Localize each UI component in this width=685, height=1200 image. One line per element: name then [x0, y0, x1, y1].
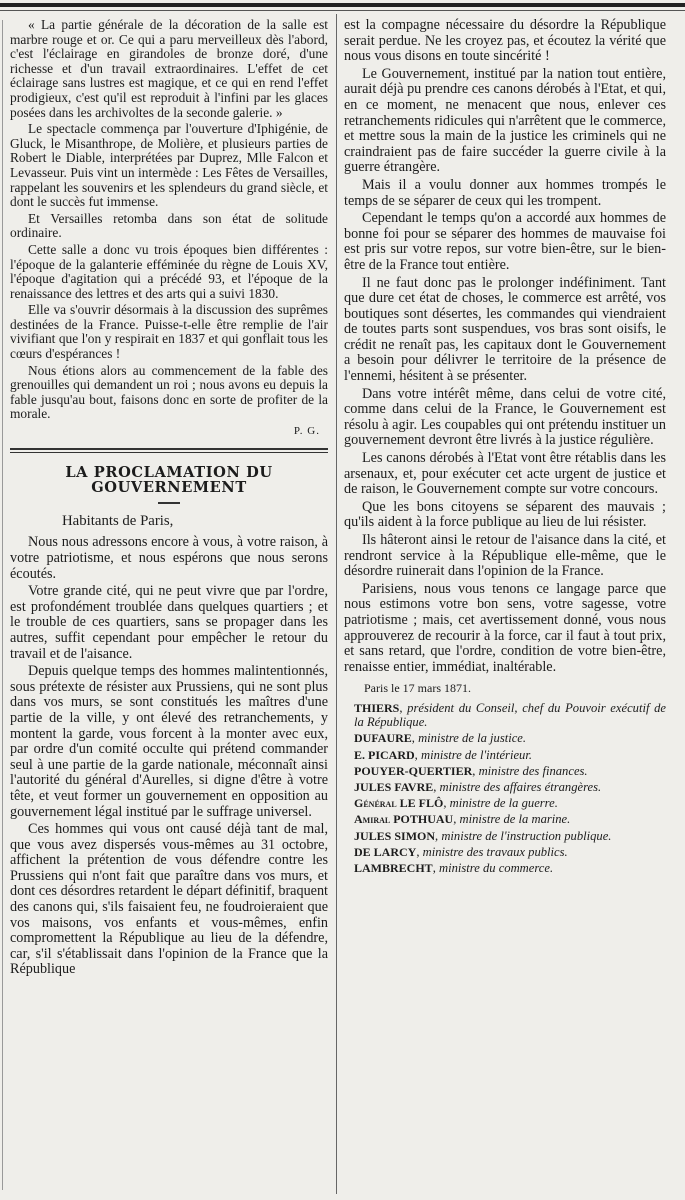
signatory: E. PICARD, ministre de l'intérieur.: [354, 747, 532, 762]
signatory: DUFAURE, ministre de la justice.: [354, 731, 527, 746]
left-edge-line: [2, 20, 3, 1190]
signatory-role: ministre de l'intérieur.: [420, 747, 532, 762]
signatory-role: ministre des finances.: [478, 763, 588, 778]
continued-paragraph: est la compagne nécessaire du désordre la République serait perdue. Ne les croyez pas, et écoutez la vérité que nous vous disons en toute sincérité !: [344, 18, 666, 65]
signatory: DE LARCY, ministre des travaux publics.: [354, 844, 568, 859]
signatory: LAMBRECHT, ministre du commerce.: [354, 860, 554, 875]
signatory-name: DE LARCY: [354, 844, 417, 859]
proclamation-paragraph: Que les bons citoyens se séparent des mauvais ; qu'ils aident à la force publique au lieu de lui résister.: [344, 498, 666, 531]
signatory-role: ministre de la guerre.: [449, 796, 558, 811]
signatory-role: ministre des affaires étrangères.: [439, 779, 602, 794]
proclamation-paragraph: Depuis quelque temps des hommes malintentionnés, sous prétexte de résister aux Prussiens, qui ne sont plus dans vos murs, se sont constitués les maîtres d'une partie de la ville, y ont élevé des retranchements, y montent la garde, vous forcent à la monter avec eux, par ordre d'un comité occulte qui prétend commander seul à une partie de la garde nationale, méconnaît ainsi l'autorité du général d'Aurelles, si digne d'être à votre tête, et veut former un gouvernement en opposition au gouvernement légal institué par le suffrage universel.: [10, 663, 328, 820]
proclamation-paragraph: Votre grande cité, qui ne peut vivre que par l'ordre, est profondément troublée dans quelques quartiers ; et le trouble de ces quartiers, sans se propager dans les autres, suffit cependant pour empêcher le retour du travail et de l'aisance.: [10, 583, 328, 662]
right-column: [344, 18, 666, 1196]
salutation: Habitants de Paris,: [62, 512, 174, 529]
article-signature: P. G.: [293, 425, 320, 438]
signatory-role: ministre des travaux publics.: [422, 844, 568, 859]
signatory-name: E. PICARD: [354, 747, 415, 762]
signatory-name: Amiral POTHUAU: [354, 812, 454, 827]
signatory: POUYER-QUERTIER, ministre des finances.: [354, 763, 588, 778]
signatory: Général LE FLÔ, ministre de la guerre.: [354, 796, 558, 811]
signatory-name: POUYER-QUERTIER: [354, 763, 473, 778]
left-column: [10, 18, 328, 1196]
proclamation-paragraph: Le Gouvernement, institué par la nation tout entière, aurait déjà pu prendre ces canons dérobés à l'Etat, et qui, en ce moment, ne menacent que nous, enlever ces retranchements ridicules qui n'arrêtent que le commerce, et mettre sous la main de la justice les criminels qui ne craindraient pas de faire succéder la guerre civile à la guerre étrangère.: [344, 65, 666, 176]
signatory-name: THIERS: [354, 700, 400, 715]
signatory-name: JULES FAVRE: [354, 779, 434, 794]
signatory-role: ministre du commerce.: [438, 860, 554, 875]
quote-paragraph: « La partie générale de la décoration de la salle est marbre rouge et or. Ce qui a paru merveilleux dès l'abord, c'est l'éclairage en girandoles de bronze doré, d'une richesse et d'un travail extraordinaires. L'effet de cet éclairage sans lustres est magique, et ce qui en rend l'effet prodigieux, c'est qu'il est reproduit à l'infini par les glaces posées dans les archivoltes de la seconde galerie. »: [10, 18, 328, 120]
proclamation-paragraph: Cependant le temps qu'on a accordé aux hommes de bonne foi pour se séparer des hommes de mauvaise foi est pris sur votre repos, sur votre bien-être, sur le bien-être de la France tout entière.: [344, 210, 666, 273]
article-paragraph: Le spectacle commença par l'ouverture d'Iphigénie, de Gluck, le Misanthrope, de Molière, et plusieurs parties de Robert le Diable, interprétées par Duprez, Mlle Falcon et Levasseur. Puis vint un intermède : Les Fêtes de Versailles, rappelant les souvenirs et les splendeurs du grand siècle, et dont le succès fut immense.: [10, 121, 328, 210]
article-paragraph: Et Versailles retomba dans son état de solitude ordinaire.: [10, 210, 328, 241]
signatory-role: président du Conseil, chef du Pouvoir exécutif de la République.: [354, 700, 666, 730]
signatory: Amiral POTHUAU, ministre de la marine.: [354, 812, 571, 827]
signatory-name: JULES SIMON: [354, 828, 436, 843]
proclamation-paragraph: Nous nous adressons encore à vous, à votre raison, à votre patriotisme, et nous espérons que nous serons écoutés.: [10, 534, 328, 582]
proclamation-paragraph: Mais il a voulu donner aux hommes trompés le temps de se séparer de ceux qui les trompent.: [344, 176, 666, 209]
column-divider: [336, 14, 337, 1194]
signatory: THIERS, président du Conseil, chef du Pouvoir exécutif de la République.: [354, 700, 666, 730]
signatory-role: ministre de l'instruction publique.: [441, 828, 612, 843]
signatory: JULES SIMON, ministre de l'instruction publique.: [354, 828, 612, 843]
signatory-name: Général LE FLÔ: [354, 796, 444, 811]
signatory-name: LAMBRECHT: [354, 860, 433, 875]
proclamation-paragraph: Ces hommes qui vous ont causé déjà tant de mal, que vous avez dispersés vous-mêmes au 31 octobre, affichent la prétention de vous défendre contre les Prussiens qui n'ont fait que paraître dans vos murs, et dont ces désordres retardent le départ définitif, braquent des canons qui, s'ils faisaient feu, ne foudroieraient que vos maisons, vos enfants et vous-mêmes, enfin compromettent la République au lieu de la défendre, car, s'il s'établissait dans l'opinion de la France que la République: [10, 821, 328, 978]
top-double-rule: [0, 3, 685, 7]
article-paragraph: Nous étions alors au commencement de la fable des grenouilles qui demandent un roi ; nous avons eu depuis la fable jusqu'au bout, faisons donc en sorte de profiter de la morale.: [10, 362, 328, 422]
signatories-list: [344, 701, 666, 875]
signatory-name: DUFAURE: [354, 731, 412, 746]
proclamation-paragraph: Les canons dérobés à l'Etat vont être rétablis dans les arsenaux, et, pour exécuter cet acte urgent de justice et de raison, le Gouvernement compte sur votre concours.: [344, 450, 666, 498]
section-separator: [10, 448, 328, 453]
signatory: JULES FAVRE, ministre des affaires étrangères.: [354, 779, 602, 794]
proclamation-paragraph: Dans votre intérêt même, dans celui de votre cité, comme dans celui de la France, le Gouvernement est résolu à agir. Les coupables qui ont prétendu instituer un gouvernement devront être livrés à la justice régulière.: [344, 385, 666, 449]
article-paragraph: Elle va s'ouvrir désormais à la discussion des suprêmes destinées de la France. Puisse-t-elle être remplie de l'air vivifiant que l'on y respirait en 1837 et qui gonflait tous les cœurs d'espérances !: [10, 302, 328, 362]
proclamation-paragraph: Il ne faut donc pas le prolonger indéfiniment. Tant que dure cet état de choses, le commerce est arrêté, vos boutiques sont désertes, les commandes qui viendraient de toutes parts sont suspendues, vos bras sont oisifs, le crédit ne renaît pas, les capitaux dont le Gouvernement a besoin pour délivrer le territoire de la présence de l'ennemi, hésitent à se présenter.: [344, 274, 666, 385]
section-title: LA PROCLAMATION DU GOUVERNEMENT: [65, 463, 273, 497]
proclamation-paragraph: Parisiens, nous vous tenons ce langage parce que nous estimons votre bon sens, votre sagesse, votre patriotisme ; mais, cet avertissement donné, vous nous approuverez de recourir à la force, car il faut à tout prix, et sans retard, que l'ordre, condition de votre bien-être, renaisse entier, immédiat, inaltérable.: [344, 580, 666, 675]
article-paragraph: Cette salle a donc vu trois époques bien différentes : l'époque de la galanterie efféminée du règne de Louis XV, l'époque d'agitation qui a précédé 93, et l'époque de la renaissance des lettres et des arts qui a suivi 1830.: [10, 241, 328, 301]
title-dash: [158, 502, 180, 504]
signatory-role: ministre de la marine.: [459, 812, 571, 827]
place-date: Paris le 17 mars 1871.: [364, 681, 471, 696]
proclamation-paragraph: Ils hâteront ainsi le retour de l'aisance dans la cité, et rendront service à la République elle-même, que le désordre ruinerait dans l'opinion de la France.: [344, 532, 666, 580]
top-thin-rule: [0, 10, 685, 11]
signatory-role: ministre de la justice.: [418, 731, 527, 746]
